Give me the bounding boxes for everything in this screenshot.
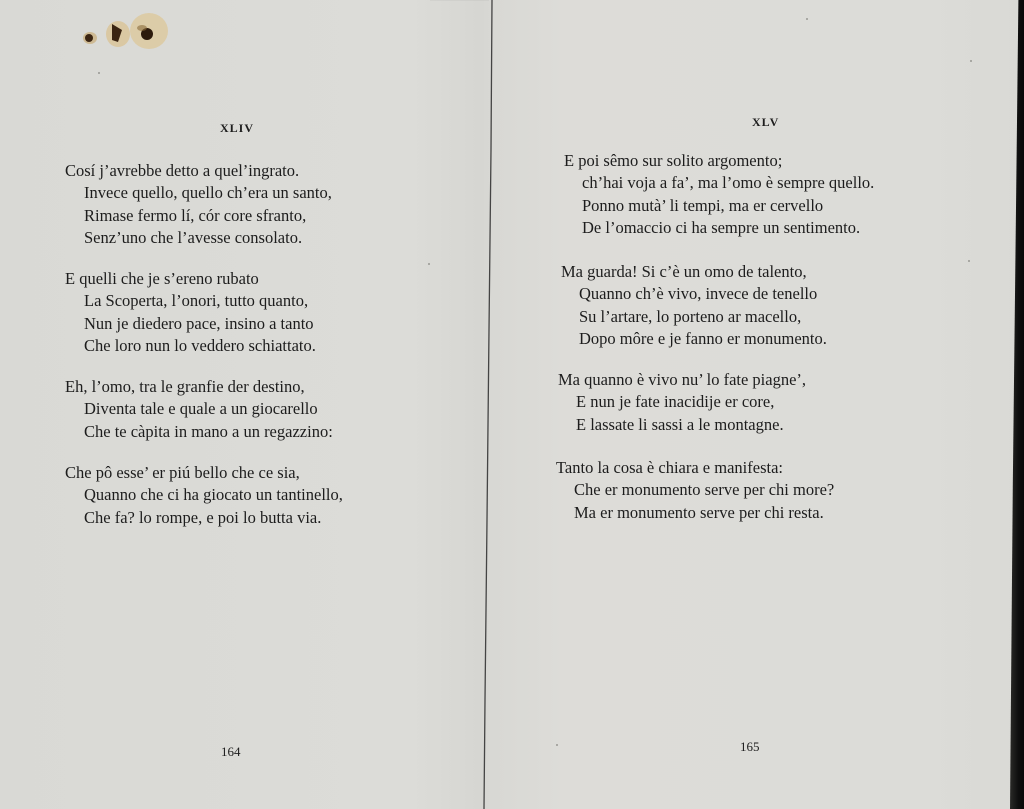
verse-line: Tanto la cosa è chiara e manifesta: [556,458,783,477]
page-number: 164 [221,744,241,759]
verse-line: Che fa? lo rompe, e poi lo butta via. [84,507,322,527]
verse-line: Ma guarda! Si c’è un omo de talento, [561,262,807,281]
verse-line: E lassate li sassi a le montagne. [576,414,784,434]
verse-line: Che pô esse’ er piú bello che ce sia, [65,463,300,482]
verse-line: Nun je diedero pace, insino a tanto [84,313,314,333]
poem-number: XLV [752,115,780,129]
stanza [564,150,874,240]
verse-line: Su l’artare, lo porteno ar macello, [579,306,802,326]
paper-speck [970,60,972,62]
left-page [0,0,488,809]
verse-line: Che loro nun lo veddero schiattato. [84,336,316,356]
scan-edge-strip [1010,0,1024,809]
verse-line: E poi sêmo sur solito argomento; [564,151,783,170]
verse-line: Ponno mutà’ li tempi, ma er cervello [582,195,824,215]
verse-line: Invece quello, quello ch’era un santo, [84,183,332,203]
verse-line: La Scoperta, l’onori, tutto quanto, [84,291,309,311]
stanza [561,261,827,351]
paper-speck [98,72,100,74]
verse-line: Quanno ch’è vivo, invece de tenello [579,284,818,304]
verse-line: Eh, l’omo, tra le granfie der destino, [65,377,305,396]
stanza [558,369,806,436]
verse-line: Che er monumento serve per chi more? [574,480,835,500]
paper-speck [556,744,558,746]
paper-speck [968,260,970,262]
verse-line: ch’hai voja a fa’, ma l’omo è sempre quello. [582,173,875,193]
verse-line: Dopo môre e je fanno er monumento. [579,329,827,349]
verse-line: Senz’uno che l’avesse consolato. [84,228,303,248]
verse-line: Ma quanno è vivo nu’ lo fate piagne’, [558,370,807,389]
page-number: 165 [740,739,760,754]
verse-line: Rimase fermo lí, cór core sfranto, [84,205,307,225]
verse-line: E nun je fate inacidije er core, [576,392,775,412]
verse-line: Diventa tale e quale a un giocarello [84,399,318,419]
poem-number: XLIV [220,121,255,135]
stanza [65,268,316,358]
paper-speck [806,18,808,20]
stanza [65,462,343,529]
verse-line: E quelli che je s’ereno rubato [65,269,259,288]
verse-line: Quanno che ci ha giocato un tantinello, [84,485,343,505]
stanza [65,160,332,250]
paper-speck [428,263,430,265]
right-page [490,0,1010,809]
verse-line: Ma er monumento serve per chi resta. [574,502,824,522]
stanza [65,376,333,443]
verse-line: Che te càpita in mano a un regazzino: [84,421,333,441]
verse-line: Cosí j’avrebbe detto a quel’ingrato. [65,161,300,180]
verse-line: De l’omaccio ci ha sempre un sentimento. [582,218,861,238]
stanza [556,457,834,524]
